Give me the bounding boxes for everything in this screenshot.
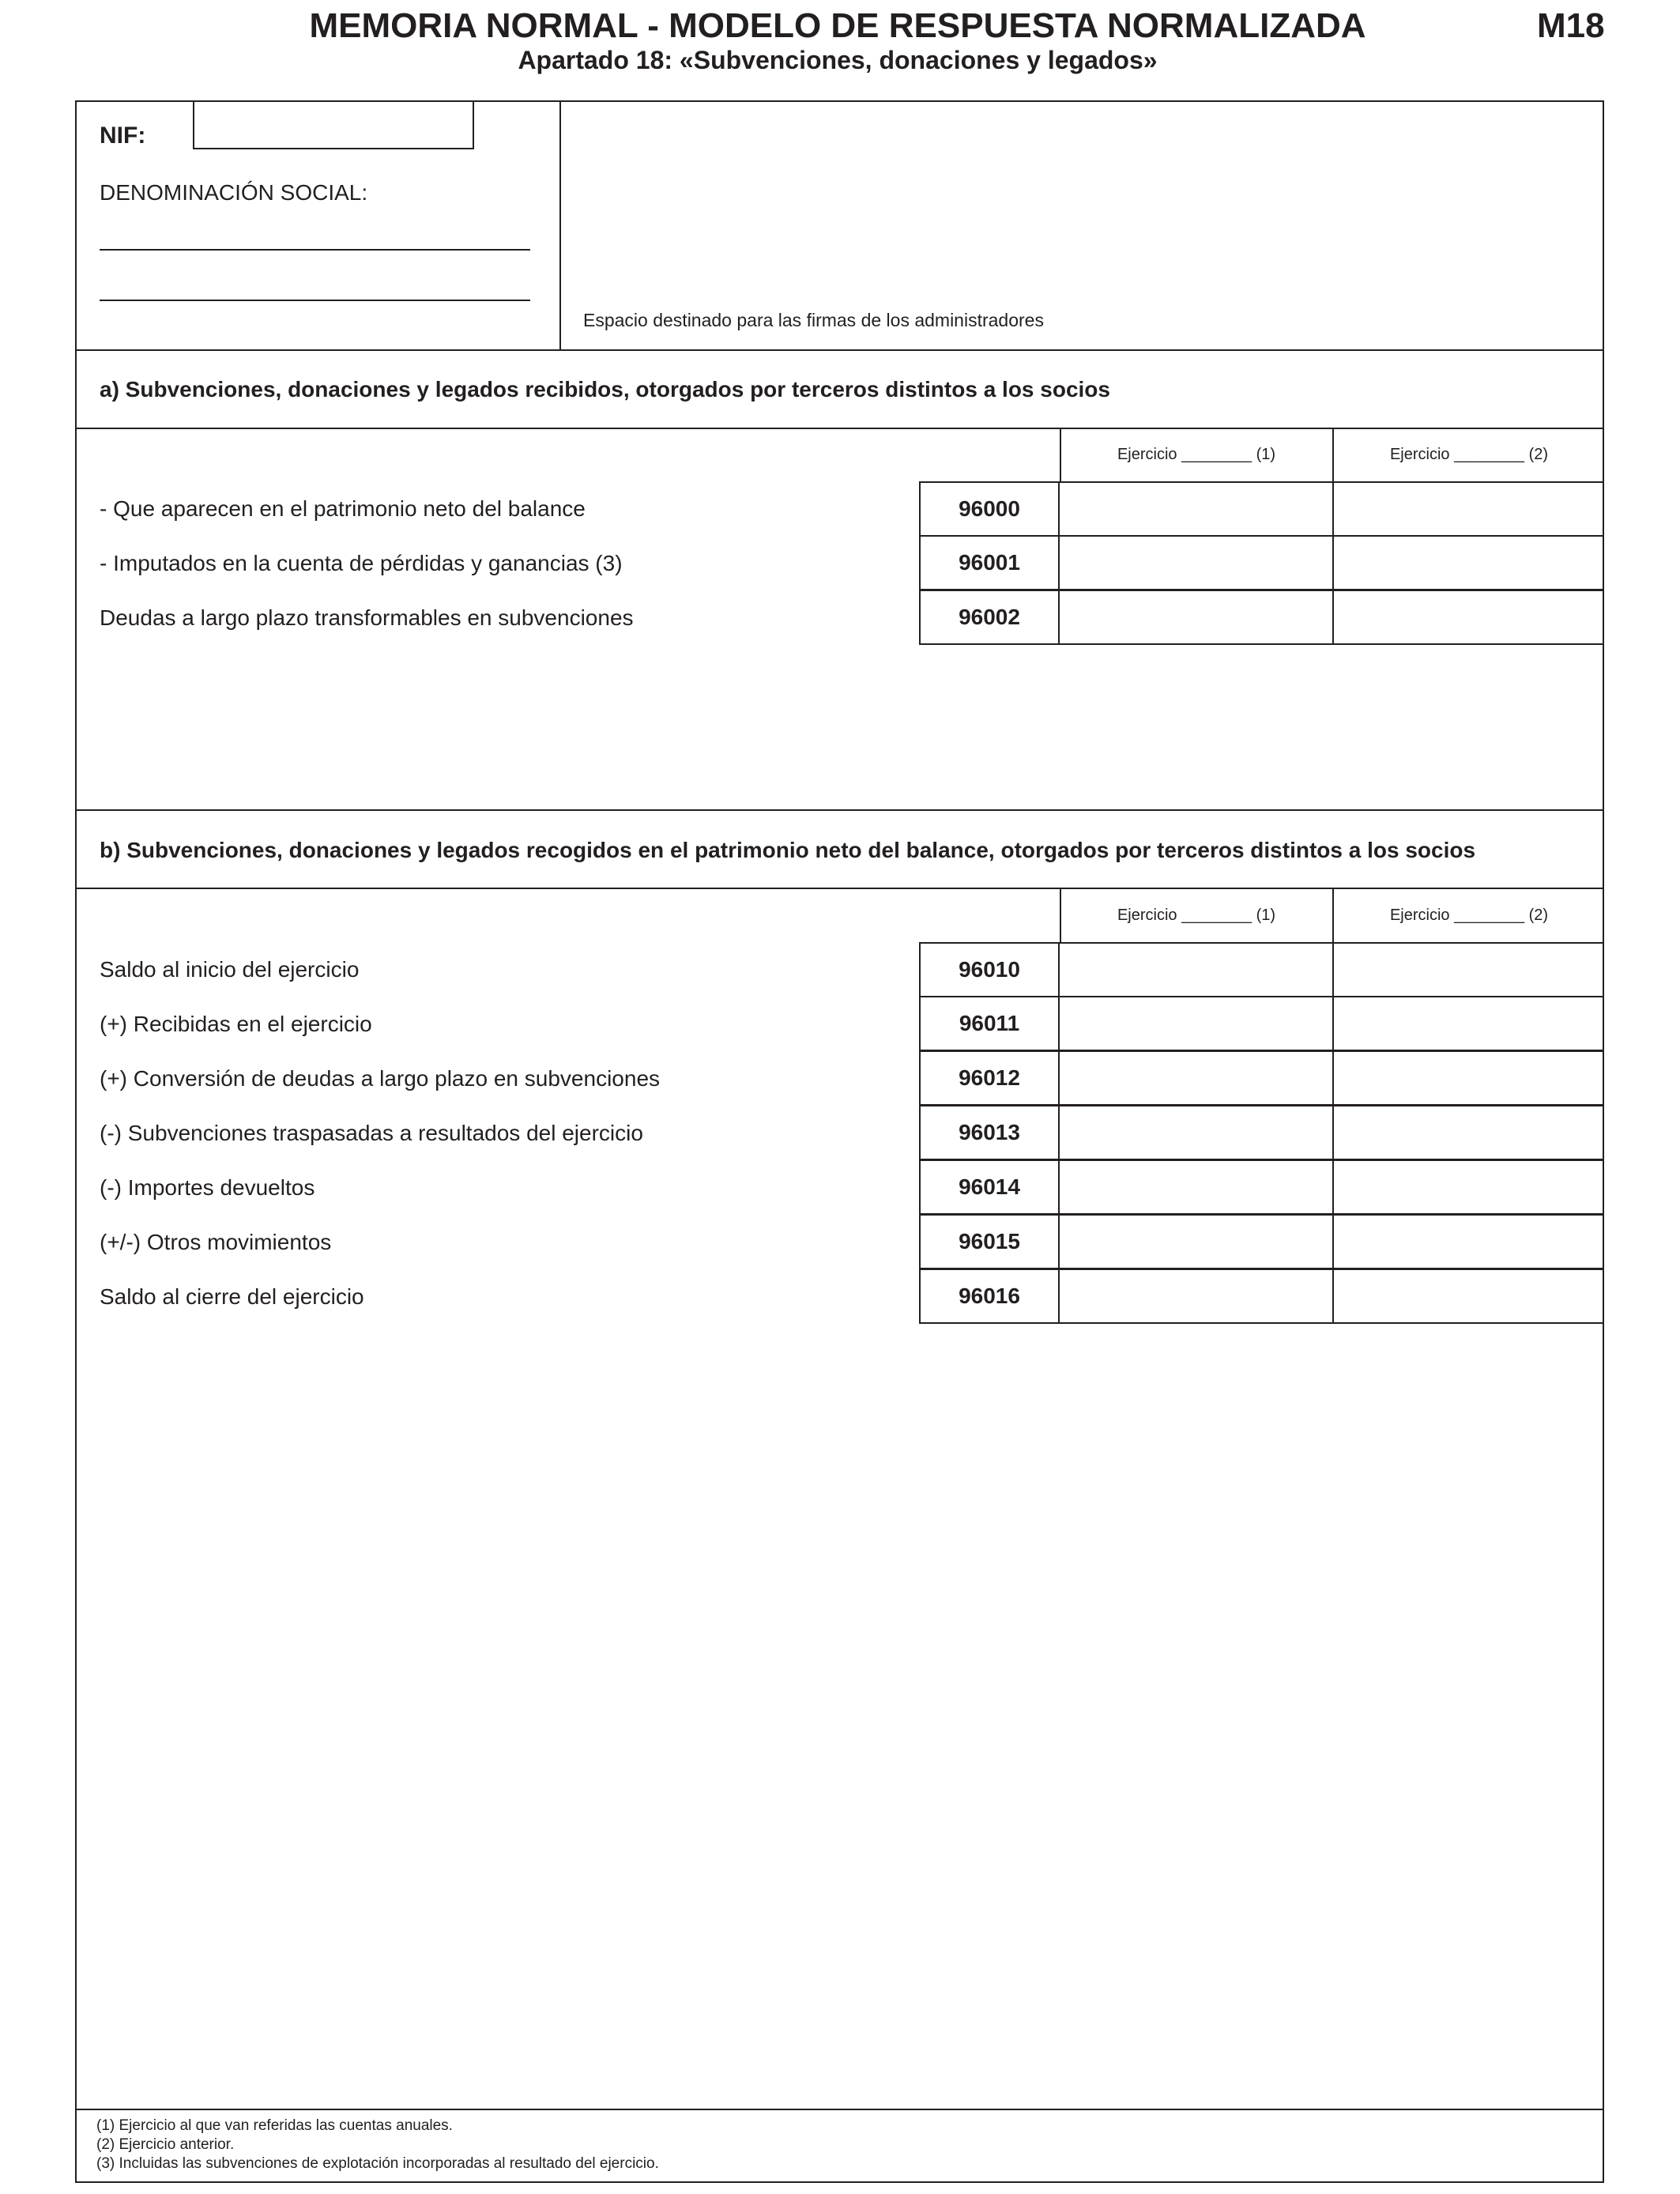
section-b-row-label: (-) Importes devueltos: [100, 1175, 315, 1200]
section-b-row-code: 96012: [919, 1050, 1060, 1106]
section-a-row-value-1[interactable]: [1058, 535, 1334, 590]
section-a-row-value-1[interactable]: [1058, 590, 1334, 645]
section-a-row-value-2[interactable]: [1332, 535, 1604, 590]
section-b-heading: b) Subvenciones, donaciones y legados recogidos en el patrimonio neto del balance, otorgados por terceros distintos a los socios: [100, 838, 1476, 862]
section-b-row-label: (+/-) Otros movimientos: [100, 1230, 332, 1254]
section-b-col-divider-1: [1060, 888, 1061, 943]
section-b-row-value-2[interactable]: [1332, 942, 1604, 997]
denomination-line-2[interactable]: [100, 300, 530, 301]
section-b-row-code: 96011: [919, 996, 1060, 1051]
section-a-row-label: Deudas a largo plazo transformables en subvenciones: [100, 605, 634, 630]
section-a-row-label: - Que aparecen en el patrimonio neto del balance: [100, 496, 586, 521]
section-a-row-value-2[interactable]: [1332, 590, 1604, 645]
section-b-row-value-2[interactable]: [1332, 1269, 1604, 1324]
section-b-col-divider-2: [1332, 888, 1334, 943]
section-b-row-value-2[interactable]: [1332, 1159, 1604, 1215]
signature-space-note: Espacio destinado para las firmas de los administradores: [583, 310, 1044, 330]
section-a-column-1: Ejercicio ________ (1): [1117, 446, 1276, 463]
section-a-top-rule: [75, 349, 1604, 351]
section-b-row-value-1[interactable]: [1058, 1214, 1334, 1269]
footnote-3: (3) Incluidas las subvenciones de explotación incorporadas al resultado del ejercicio.: [96, 2155, 659, 2172]
section-b-row-value-1[interactable]: [1058, 942, 1334, 997]
page-subtitle: Apartado 18: «Subvenciones, donaciones y legados»: [518, 46, 1158, 74]
nif-label: NIF:: [100, 123, 146, 149]
model-code: M18: [1537, 6, 1605, 45]
section-a-heading-rule: [75, 428, 1604, 429]
section-b-row-value-1[interactable]: [1058, 1105, 1334, 1160]
identification-divider: [559, 100, 561, 350]
section-b-column-1: Ejercicio ________ (1): [1117, 907, 1276, 924]
section-a-row-code: 96000: [919, 481, 1060, 537]
section-a-column-2: Ejercicio ________ (2): [1389, 446, 1549, 463]
section-b-row-code: 96010: [919, 942, 1060, 997]
section-b-row-label: Saldo al inicio del ejercicio: [100, 957, 360, 982]
nif-input[interactable]: [193, 100, 474, 149]
section-b-column-2: Ejercicio ________ (2): [1389, 907, 1549, 924]
section-b-top-rule: [75, 809, 1604, 811]
section-b-row-value-1[interactable]: [1058, 1269, 1334, 1324]
footnote-2: (2) Ejercicio anterior.: [96, 2136, 235, 2153]
footnote-1: (1) Ejercicio al que van referidas las cuentas anuales.: [96, 2117, 453, 2134]
section-b-row-label: Saldo al cierre del ejercicio: [100, 1284, 364, 1309]
section-b-row-code: 96016: [919, 1269, 1060, 1324]
footnotes-rule: [75, 2109, 1604, 2110]
section-b-row-value-2[interactable]: [1332, 1050, 1604, 1106]
section-a-row-value-1[interactable]: [1058, 481, 1334, 537]
section-b-row-code: 96013: [919, 1105, 1060, 1160]
denomination-label: DENOMINACIÓN SOCIAL:: [100, 180, 368, 205]
section-b-row-code: 96015: [919, 1214, 1060, 1269]
section-a-heading: a) Subvenciones, donaciones y legados recibidos, otorgados por terceros distintos a los socios: [100, 377, 1110, 401]
page-title: MEMORIA NORMAL - MODELO DE RESPUESTA NORMALIZADA: [309, 6, 1366, 45]
section-a-row-label: - Imputados en la cuenta de pérdidas y ganancias (3): [100, 551, 623, 575]
section-b-row-value-1[interactable]: [1058, 1159, 1334, 1215]
section-b-row-value-1[interactable]: [1058, 996, 1334, 1051]
section-a-row-code: 96001: [919, 535, 1060, 590]
section-b-row-value-2[interactable]: [1332, 1105, 1604, 1160]
section-b-row-value-2[interactable]: [1332, 996, 1604, 1051]
section-a-col-divider-2: [1332, 428, 1334, 483]
section-b-row-value-2[interactable]: [1332, 1214, 1604, 1269]
section-a-col-divider-1: [1060, 428, 1061, 483]
section-b-row-label: (+) Conversión de deudas a largo plazo en subvenciones: [100, 1066, 661, 1091]
section-a-row-code: 96002: [919, 590, 1060, 645]
section-b-row-label: (+) Recibidas en el ejercicio: [100, 1012, 372, 1036]
denomination-line-1[interactable]: [100, 249, 530, 251]
section-b-row-code: 96014: [919, 1159, 1060, 1215]
section-b-heading-rule: [75, 888, 1604, 889]
section-b-row-value-1[interactable]: [1058, 1050, 1334, 1106]
section-b-row-label: (-) Subvenciones traspasadas a resultados del ejercicio: [100, 1121, 643, 1145]
section-a-row-value-2[interactable]: [1332, 481, 1604, 537]
